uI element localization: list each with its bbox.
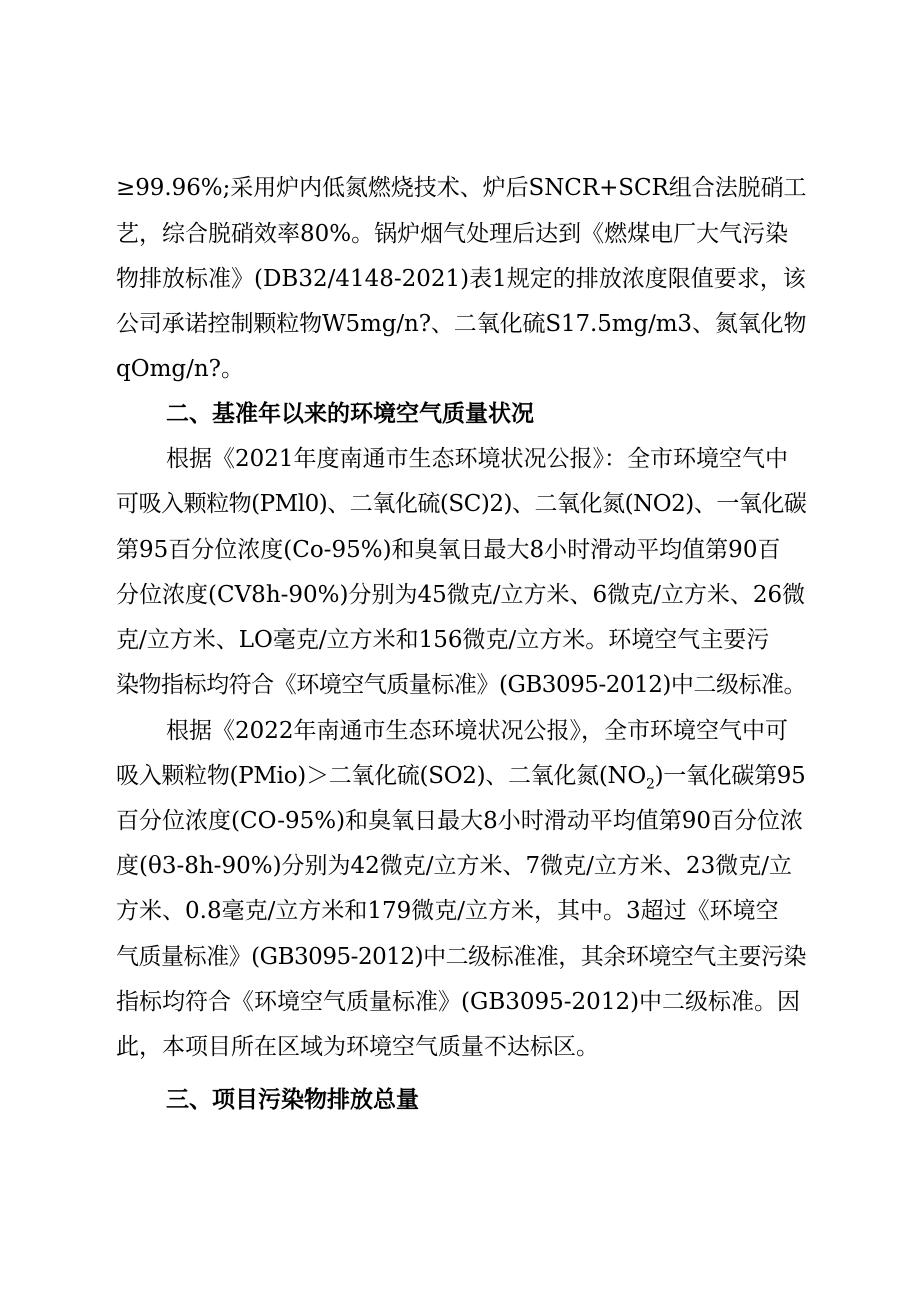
text-line: 根据《2021年度南通市生态环境状况公报》：全市环境空气中 [166, 446, 789, 472]
text-line: 可吸入颗粒物(PMl0)、二氧化硫(SC)2)、二氧化氮(NO2)、一氧化碳 [116, 491, 806, 517]
text-line: 百分位浓度(CO-95%)和臭氧日最大8小时滑动平均值第90百分位浓 [116, 808, 804, 834]
text-line [116, 761, 806, 791]
text-line: 此，本项目所在区域为环境空气质量不达标区。 [116, 1034, 599, 1060]
text-line: qOmg/n?。 [116, 356, 245, 382]
text-line: 气质量标准》(GB3095-2012)中二级标准准，其余环境空气主要污染 [116, 944, 806, 970]
text-line: ≥99.96%;采用炉内低氮燃烧技术、炉后SNCR+SCR组合法脱硝工 [116, 175, 806, 201]
text-line: 指标均符合《环境空气质量标准》(GB3095-2012)中二级标准。因 [116, 989, 801, 1015]
text-line: 物排放标准》(DB32/4148-2021)表1规定的排放浓度限值要求，该 [116, 266, 806, 292]
text-line: 公司承诺控制颗粒物W5mg/n?、二氧化硫S17.5mg∕m3、氮氧化物 [116, 311, 806, 337]
text-segment: 吸入颗粒物(PMio)＞二氧化硫(SO2)、二氧化氮(NO [116, 763, 646, 789]
section-heading: 二、基准年以来的环境空气质量状况 [166, 401, 534, 427]
subscript: 2 [645, 776, 655, 791]
text-line: 克/立方米、LO毫克/立方米和156微克/立方米。环境空气主要污 [116, 627, 770, 653]
text-line: 分位浓度(CV8h-90%)分别为45微克/立方米、6微克/立方米、26微 [116, 582, 806, 608]
section-heading: 三、项目污染物排放总量 [166, 1087, 419, 1113]
text-line: 染物指标均符合《环境空气质量标准》(GB3095-2012)中二级标准。 [116, 672, 806, 698]
text-line: 度(θ3-8h-90%)分别为42微克/立方米、7微克/立方米、23微克/立 [116, 853, 792, 879]
text-line: 艺，综合脱硝效率80%。锅炉烟气处理后达到《燃煤电厂大气污染 [116, 221, 789, 247]
text-segment: )一氧化碳第95 [654, 763, 806, 789]
text-line: 根据《2022年南通市生态环境状况公报》，全市环境空气中可 [166, 718, 789, 744]
text-line: 方米、0.8毫克/立方米和179微克/立方米，其中。3超过《环境空 [116, 898, 779, 924]
text-line: 第95百分位浓度(Co-95%)和臭氧日最大8小时滑动平均值第90百 [116, 537, 781, 563]
